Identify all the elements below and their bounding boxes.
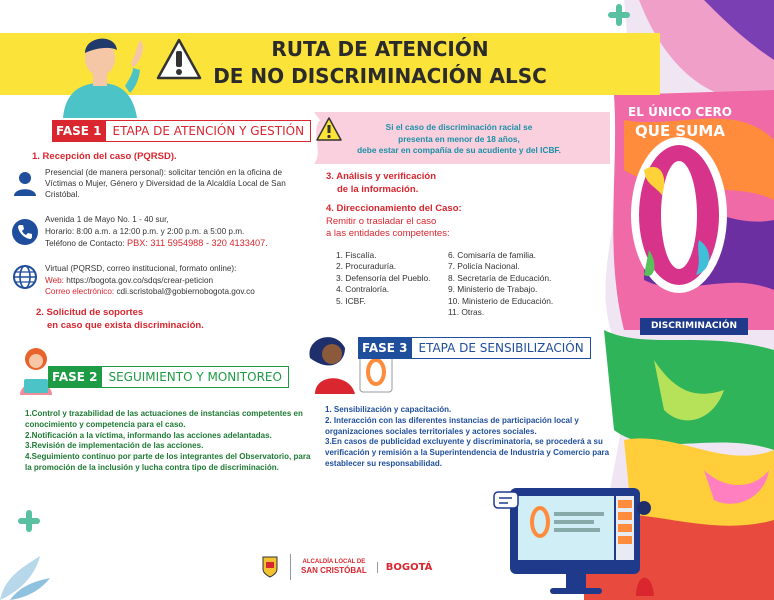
step3-line1: 3. Análisis y verificación xyxy=(326,171,437,182)
warning-icon xyxy=(156,38,202,80)
notice-line2: presenta en menor de 18 años, xyxy=(398,133,520,144)
discrimination-badge: DISCRIMINACIÓN xyxy=(640,318,748,335)
entity-item: 7. Policía Nacional. xyxy=(448,261,520,272)
leaf-decoration xyxy=(0,556,50,600)
phase3-item: 3.En casos de publicidad excluyente y discriminatoria, se procederá a su verificación y remisión a la Superintendencia de Industria y Comercio para establecer su responsabilidad. xyxy=(325,437,610,468)
plus-decoration-icon xyxy=(16,508,42,534)
phone-icon xyxy=(12,219,38,245)
computer-illustration xyxy=(492,478,662,600)
phase1-name: ETAPA DE ATENCIÓN Y GESTIÓN xyxy=(105,120,311,142)
step3-title xyxy=(326,170,436,196)
phase3-list xyxy=(325,405,615,470)
alcaldia-line2: SAN CRISTÓBAL xyxy=(301,566,367,575)
phase3-item: 1. Sensibilización y capacitación. xyxy=(325,405,452,414)
step1-title: 1. Recepción del caso (PQRSD). xyxy=(32,151,177,162)
entity-item: 11. Otras. xyxy=(448,307,485,318)
web-label: Web: xyxy=(45,276,67,285)
phase2-item: 4.Seguimiento continuo por parte de los integrantes del Observatorio, para la promoción de la inclusión y lucha contra tipo de discriminación. xyxy=(25,452,311,472)
plus-decoration-icon xyxy=(606,2,632,28)
phone-line xyxy=(45,238,335,249)
email-line xyxy=(45,286,325,297)
title-line1: RUTA DE ATENCIÓN xyxy=(271,37,489,61)
entity-item: 4. Contraloría. xyxy=(336,284,390,295)
phase3-header xyxy=(358,337,591,359)
entities-col2 xyxy=(448,250,578,318)
email-label: Correo electrónico: xyxy=(45,287,117,296)
man-illustration xyxy=(55,28,150,118)
notice-line1: Si el caso de discriminación racial se xyxy=(385,122,533,132)
step4-title xyxy=(326,203,462,241)
phase3-number: FASE 3 xyxy=(358,337,411,359)
entity-item: 8. Secretaría de Educación. xyxy=(448,272,552,283)
bogota-seal-icon xyxy=(260,555,280,579)
footer-logos xyxy=(260,552,432,582)
notice-text xyxy=(318,122,600,157)
step4-line2: Remitir o trasladar el caso xyxy=(326,215,437,227)
web-link[interactable]: https://bogota.gov.co/sdqs/crear-peticion xyxy=(66,276,214,285)
phase3-name: ETAPA DE SENSIBILIZACIÓN xyxy=(411,337,590,359)
presencial-text: Presencial (de manera personal): solicitar tención en la oficina de Víctimas o Mujer, Género y Diversidad de la Alcaldía Local de San Cristóbal. xyxy=(45,168,286,199)
entity-item: 3. Defensoría del Pueblo. xyxy=(336,272,431,283)
bogota-logo: BOGOTÁ xyxy=(377,562,433,573)
entity-item: 6. Comisaría de familia. xyxy=(448,250,536,260)
alcaldia-logo xyxy=(301,559,367,575)
entities-col1 xyxy=(336,250,446,307)
step3-line2: de la información. xyxy=(337,184,419,195)
entity-item: 10. Ministerio de Educación. xyxy=(448,295,554,306)
entity-item: 2. Procuraduría. xyxy=(336,261,397,272)
entity-item: 9. Ministerio de Trabajo. xyxy=(448,284,538,295)
step4-line1: 4. Direccionamiento del Caso: xyxy=(326,203,462,214)
notice-line3: debe estar en compañía de su acudiente y del ICBF. xyxy=(357,145,561,155)
phase2-header xyxy=(48,366,289,388)
phone-value: PBX: 311 5954988 - 320 4133407. xyxy=(126,238,268,248)
email-link[interactable]: cdi.scristobal@gobiernobogota.gov.co xyxy=(116,287,255,296)
page-title xyxy=(200,36,560,90)
phase2-list xyxy=(25,409,315,474)
phase1-header xyxy=(52,120,311,142)
phase2-number: FASE 2 xyxy=(48,366,101,388)
step2-line2: en caso que exista discriminación. xyxy=(47,320,204,331)
phase2-item: 3.Revisión de implementación de las acciones. xyxy=(25,441,204,451)
campaign-slogan xyxy=(605,103,755,141)
phone-label: Teléfono de Contacto: xyxy=(45,239,127,248)
address-text: Avenida 1 de Mayo No. 1 - 40 sur, xyxy=(45,215,169,224)
phase1-number: FASE 1 xyxy=(52,120,105,142)
phase2-item: 1.Control y trazabilidad de las actuaciones de instancias competentes en conocimiento y competencia para el caso. xyxy=(25,409,303,429)
slogan-line1: EL ÚNICO CERO xyxy=(628,105,732,119)
title-line2: DE NO DISCRIMINACIÓN ALSC xyxy=(213,64,547,88)
entity-item: 5. ICBF. xyxy=(336,295,366,306)
web-line xyxy=(45,275,315,286)
globe-icon xyxy=(12,264,38,290)
step2-title xyxy=(36,306,204,332)
virtual-text: Virtual (PQRSD, correo institucional, formato online): xyxy=(45,264,237,273)
phase2-name: SEGUIMIENTO Y MONITOREO xyxy=(101,366,288,388)
entity-item: 1. Fiscalía. xyxy=(336,250,377,260)
person-icon xyxy=(12,170,38,196)
footer-divider xyxy=(290,554,291,580)
phase3-item: 2. Interacción con las diferentes instancias de participación local y organizaciones sociales territoriales y actores sociales. xyxy=(325,415,579,436)
alcaldia-line1: ALCALDÍA LOCAL DE xyxy=(302,559,366,565)
phase2-item: 2.Notificación a la víctima, informando las acciones adelantadas. xyxy=(25,430,272,440)
step2-line1: 2. Solicitud de soportes xyxy=(36,307,144,318)
slogan-line2: QUE SUMA xyxy=(635,122,725,140)
hours-text: Horario: 8:00 a.m. a 12:00 p.m. y 2:00 p.m. a 5:00 p.m. xyxy=(45,227,245,236)
step4-line3: a las entidades competentes: xyxy=(326,228,450,239)
